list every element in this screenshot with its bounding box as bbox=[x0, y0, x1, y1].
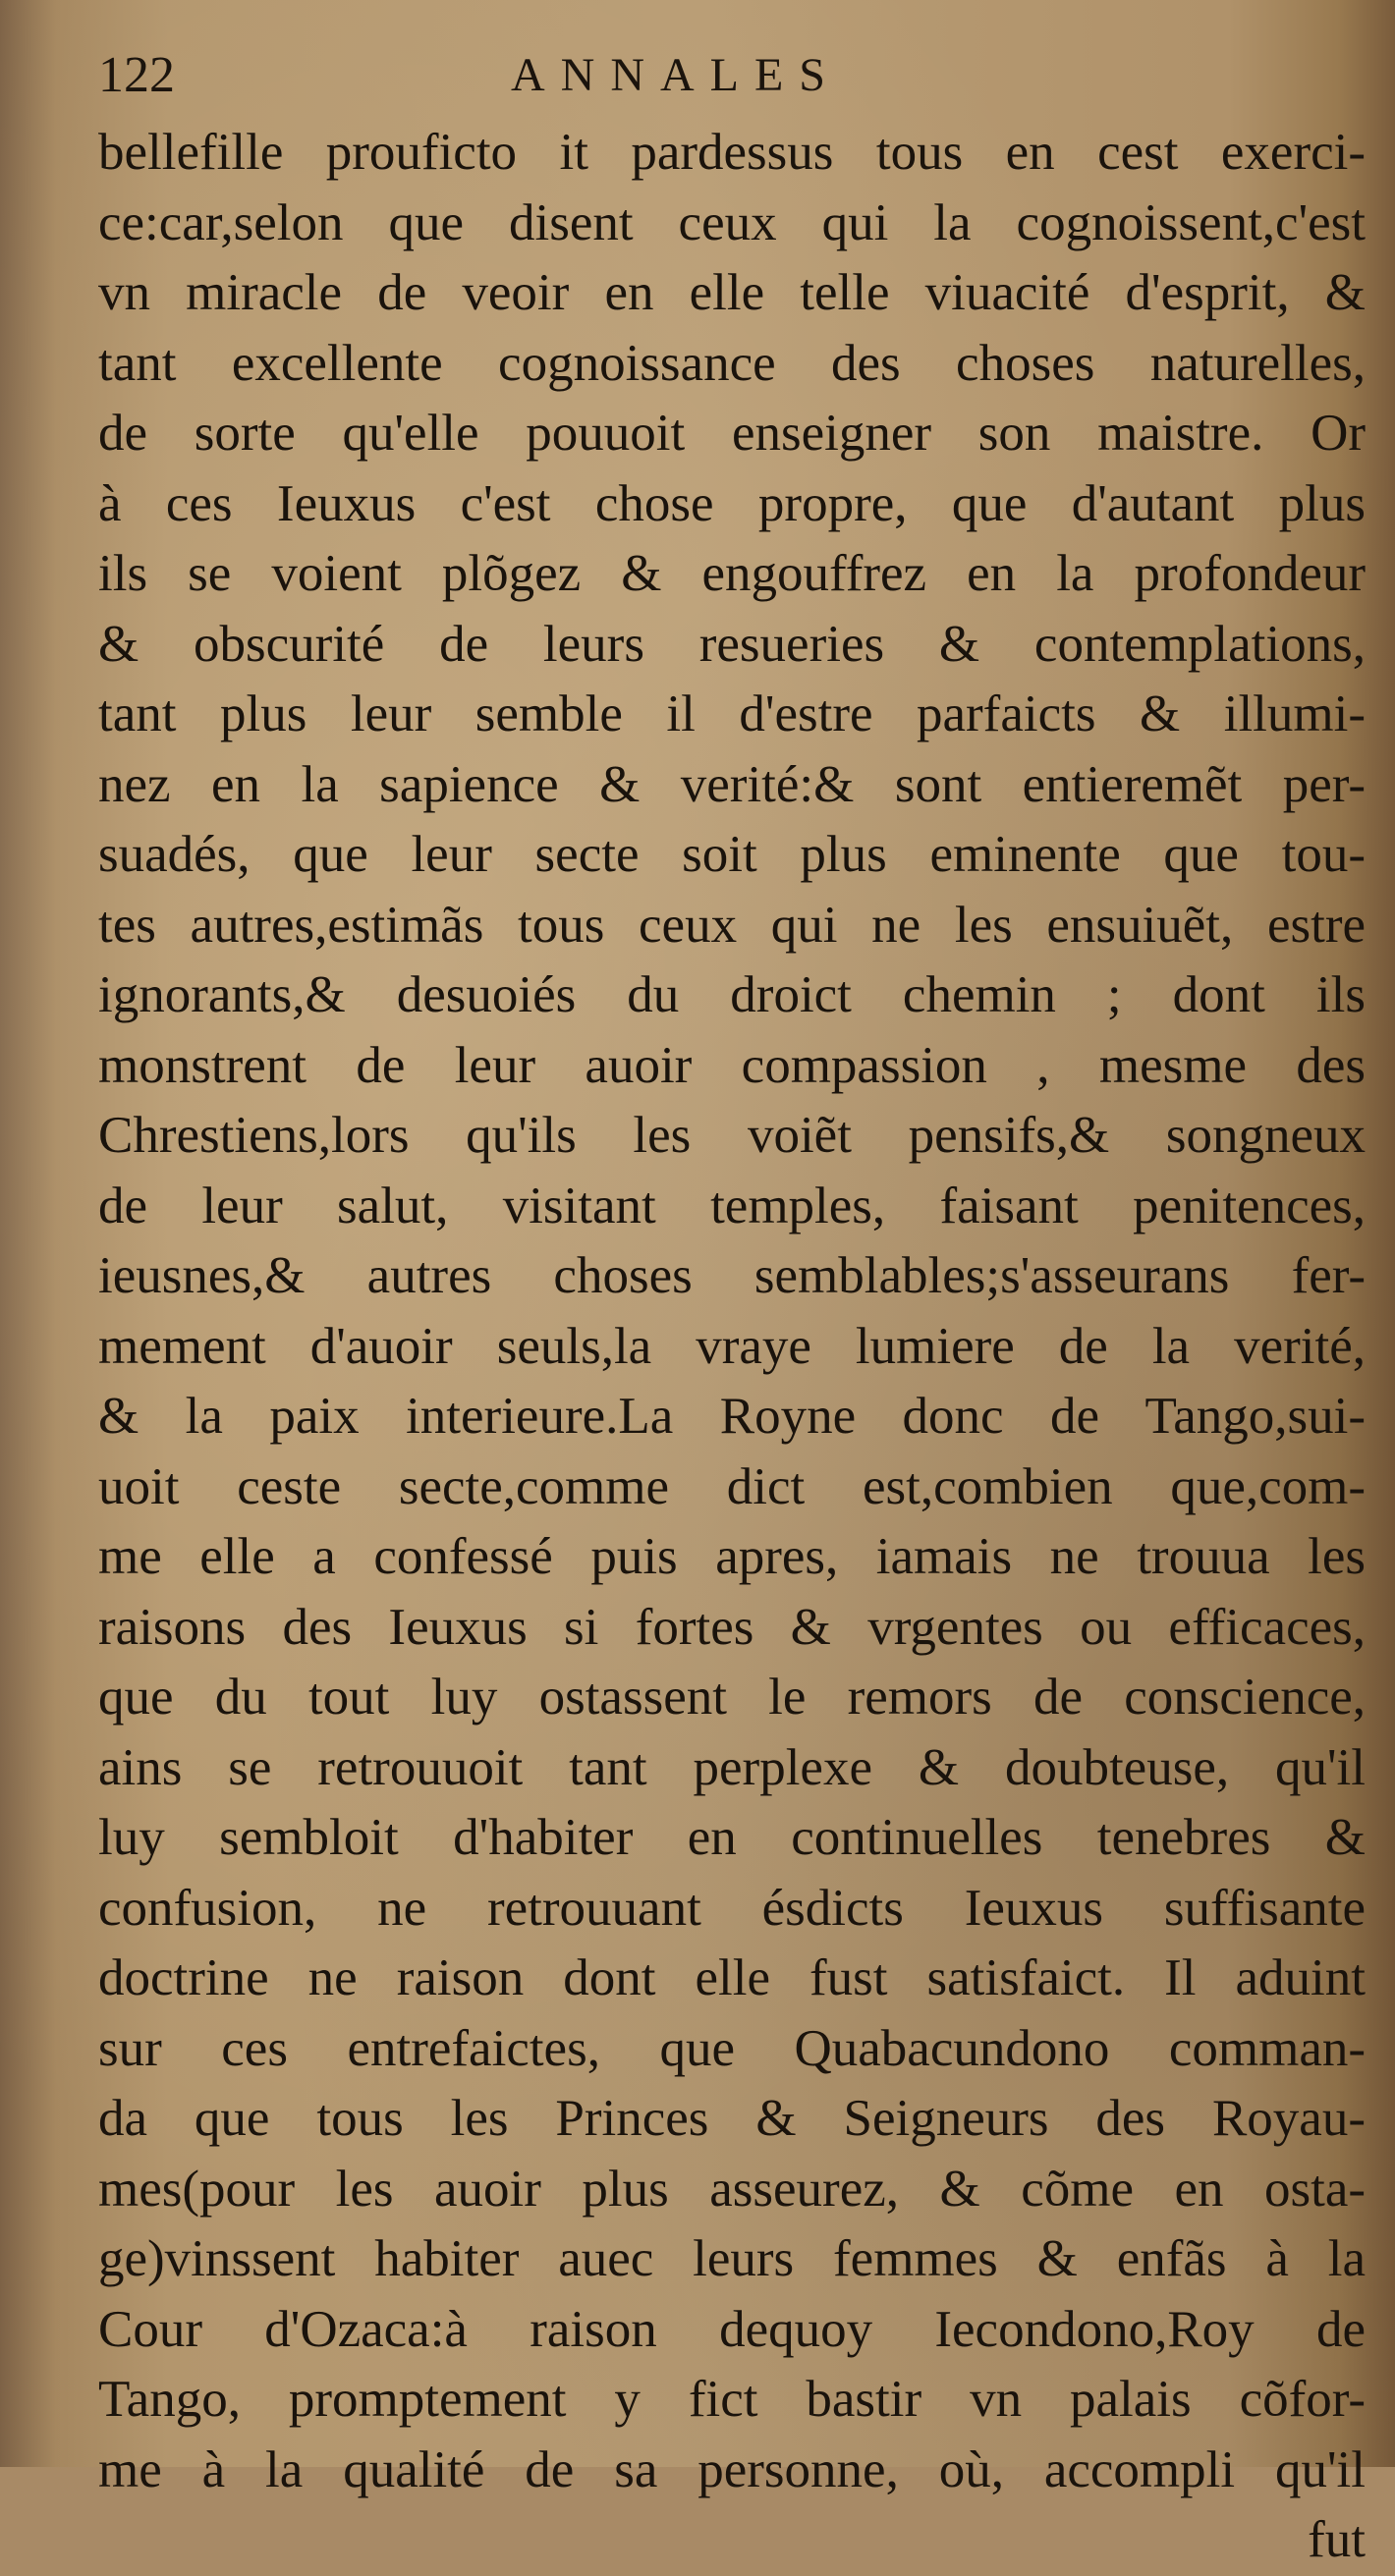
text-line: & obscurité de leurs resueries & contemplations, bbox=[98, 615, 1366, 673]
text-line: bellefille prouficto it pardessus tous en cest exerci- bbox=[98, 124, 1366, 181]
text-line: ce:car,selon que disent ceux qui la cognoissent,c'est bbox=[98, 193, 1366, 251]
text-line: que du tout luy ostassent le remors de conscience, bbox=[98, 1669, 1366, 1726]
text-line: ains se retrouuoit tant perplexe & doubteuse, qu'il bbox=[98, 1738, 1366, 1796]
text-line: tes autres,estimãs tous ceux qui ne les ensuiuẽt, estre bbox=[98, 896, 1366, 954]
text-line: monstrent de leur auoir compassion , mesme des bbox=[98, 1036, 1366, 1094]
text-line: ge)vinssent habiter auec leurs femmes & enfãs à la bbox=[98, 2230, 1366, 2287]
text-line: ignorants,& desuoiés du droict chemin ; dont ils bbox=[98, 966, 1366, 1023]
text-line: Tango, promptement y fict bastir vn palais cõfor- bbox=[98, 2371, 1366, 2428]
text-line: Cour d'Ozaca:à raison dequoy Iecondono,Roy de bbox=[98, 2300, 1366, 2358]
page-number: 122 bbox=[98, 47, 175, 103]
text-line: vn miracle de veoir en elle telle viuacité d'esprit, & bbox=[98, 264, 1366, 321]
text-line: uoit ceste secte,comme dict est,combien que,com- bbox=[98, 1457, 1366, 1515]
text-line: tant excellente cognoissance des choses naturelles, bbox=[98, 334, 1366, 392]
text-line: doctrine ne raison dont elle fust satisfaict. Il aduint bbox=[98, 1949, 1366, 2006]
text-line: confusion, ne retrouuant ésdicts Ieuxus suffisante bbox=[98, 1879, 1366, 1937]
text-line: Chrestiens,lors qu'ils les voiẽt pensifs,& songneux bbox=[98, 1107, 1366, 1164]
text-line: me elle a confessé puis apres, iamais ne trouua les bbox=[98, 1528, 1366, 1585]
text-line: & la paix interieure.La Royne donc de Tango,sui- bbox=[98, 1388, 1366, 1445]
text-line: sur ces entrefaictes, que Quabacundono comman- bbox=[98, 2019, 1366, 2077]
text-line: nez en la sapience & verité:& sont entieremẽt per- bbox=[98, 755, 1366, 813]
text-line: tant plus leur semble il d'estre parfaicts & illumi- bbox=[98, 685, 1366, 742]
running-head: ANNALES bbox=[511, 49, 841, 101]
text-line: de leur salut, visitant temples, faisant penitences, bbox=[98, 1177, 1366, 1234]
text-line: raisons des Ieuxus si fortes & vrgentes ou efficaces, bbox=[98, 1598, 1366, 1656]
text-line: suadés, que leur secte soit plus eminente que tou- bbox=[98, 826, 1366, 883]
body-text bbox=[98, 118, 1366, 2576]
text-line: mement d'auoir seuls,la vraye lumiere de la verité, bbox=[98, 1317, 1366, 1375]
page-header bbox=[98, 41, 1375, 110]
text-line: ieusnes,& autres choses semblables;s'asseurans fer- bbox=[98, 1247, 1366, 1304]
text-line: fut bbox=[1308, 2511, 1366, 2568]
text-line: ils se voient plõgez & engouffrez en la profondeur bbox=[98, 545, 1366, 602]
text-line: luy sembloit d'habiter en continuelles tenebres & bbox=[98, 1809, 1366, 1866]
text-line: à ces Ieuxus c'est chose propre, que d'autant plus bbox=[98, 474, 1366, 532]
text-line: mes(pour les auoir plus asseurez, & cõme en osta- bbox=[98, 2160, 1366, 2218]
text-line: de sorte qu'elle pouuoit enseigner son maistre. Or bbox=[98, 405, 1366, 462]
text-line: da que tous les Princes & Seigneurs des Royau- bbox=[98, 2090, 1366, 2147]
text-line: me à la qualité de sa personne, où, accompli qu'il bbox=[98, 2440, 1366, 2498]
